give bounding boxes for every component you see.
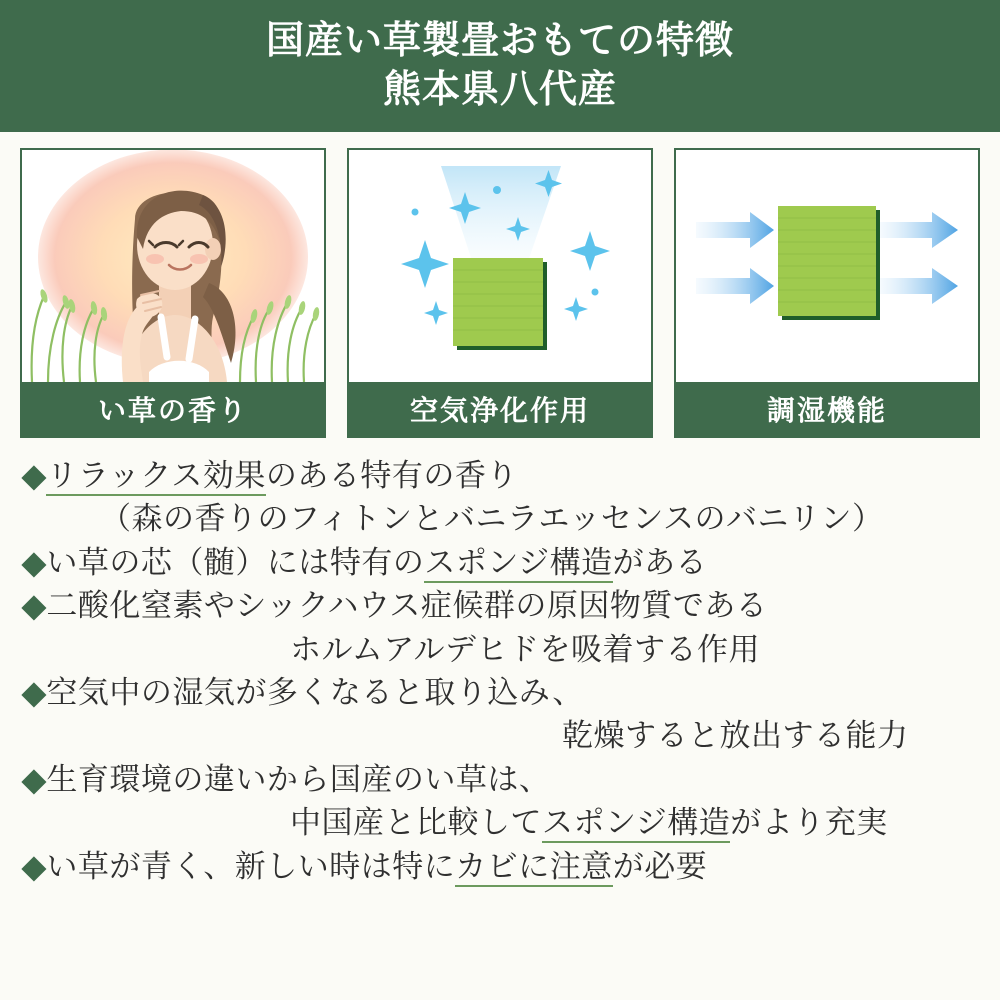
feature-line [22, 584, 978, 627]
bullet-diamond-icon: ◆ [22, 761, 47, 797]
airflow-arrows-graphic [676, 150, 978, 382]
page-header [0, 0, 1000, 132]
feature-highlight: スポンジ構造 [542, 805, 730, 843]
feature-text: が必要 [612, 848, 708, 884]
feature-line [22, 801, 978, 844]
humidity-control-arrows-illustration [676, 150, 978, 382]
feature-text: （森の香りのフィトンとバニラエッセンスのバニリン） [100, 501, 884, 537]
feature-line [22, 541, 978, 584]
page-title-line-2: 熊本県八代産 [382, 69, 617, 111]
feature-text: 中国産と比較して [290, 805, 542, 841]
feature-line [22, 628, 978, 671]
feature-text-list [0, 438, 1000, 888]
feature-text: がある [612, 544, 708, 580]
sparkle-cone-graphic [349, 150, 651, 382]
feature-text: 乾燥すると放出する能力 [562, 718, 909, 754]
feature-card-scent [20, 148, 326, 438]
feature-card-air-purification [347, 148, 653, 438]
feature-text: 空気中の湿気が多くなると取り込み、 [46, 674, 584, 710]
feature-highlight: カビに注意 [455, 849, 613, 887]
feature-line [22, 497, 978, 540]
feature-line [22, 714, 978, 757]
feature-highlight: リラックス効果 [46, 458, 266, 496]
bullet-diamond-icon: ◆ [22, 674, 47, 710]
rush-grass-decoration [22, 262, 324, 382]
feature-card-caption-humidity: 調湿機能 [676, 382, 978, 436]
feature-text: ホルムアルデヒドを吸着する作用 [290, 631, 761, 667]
feature-card-caption-air: 空気浄化作用 [349, 382, 651, 436]
feature-card-caption-scent: い草の香り [22, 382, 324, 436]
feature-text: がより充実 [730, 805, 888, 841]
feature-text: い草の芯（髄）には特有の [46, 544, 425, 580]
air-purification-sparkle-illustration [349, 150, 651, 382]
bullet-diamond-icon: ◆ [22, 848, 47, 884]
bullet-diamond-icon: ◆ [22, 458, 47, 493]
feature-text: 生育環境の違いから国産のい草は、 [46, 761, 551, 797]
bullet-diamond-icon: ◆ [22, 544, 47, 580]
feature-line [22, 454, 978, 497]
feature-line [22, 845, 978, 888]
feature-highlight: スポンジ構造 [424, 545, 612, 583]
woman-smelling-rush-grass-illustration [22, 150, 324, 382]
feature-card-list [0, 132, 1000, 438]
feature-line [22, 758, 978, 801]
feature-text: のある特有の香り [265, 458, 518, 493]
feature-card-humidity [674, 148, 980, 438]
feature-text: 二酸化窒素やシックハウス症候群の原因物質である [46, 588, 768, 624]
feature-line [22, 671, 978, 714]
bullet-diamond-icon: ◆ [22, 588, 47, 624]
feature-text: い草が青く、新しい時は特に [46, 848, 456, 884]
page-title-line-1: 国産い草製畳おもての特徴 [265, 20, 734, 63]
